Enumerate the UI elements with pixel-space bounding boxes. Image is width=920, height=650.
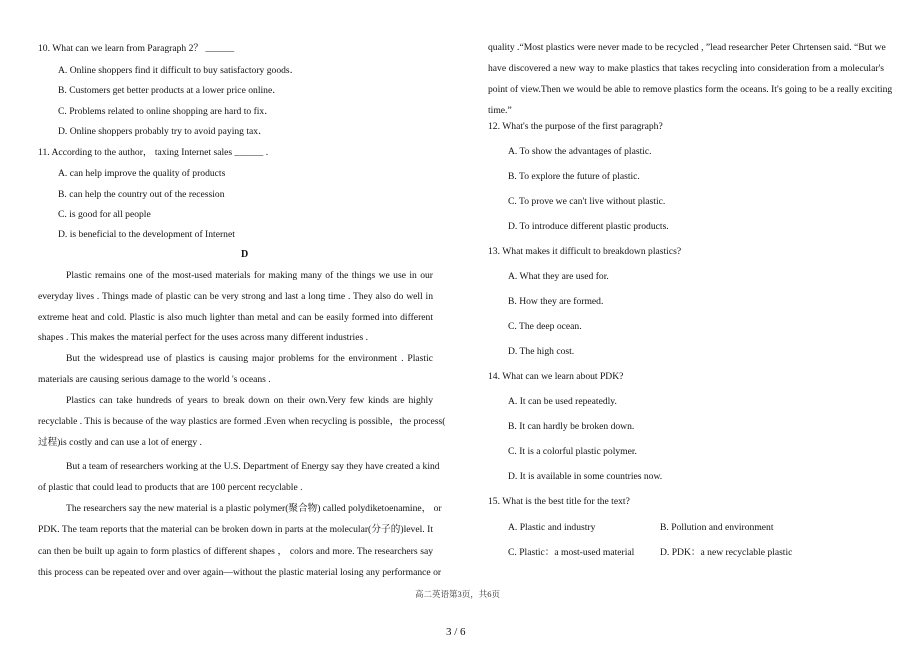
q13-option-a: A. What they are used for. (508, 271, 609, 282)
q12-option-a: A. To show the advantages of plastic. (508, 146, 652, 157)
q15-option-a: A. Plastic and industry (508, 522, 596, 533)
q11-option-b: B. can help the country out of the recession (58, 189, 225, 200)
passage-line: recyclable . This is because of the way plastics are formed .Even when recycling is possible，the process( (38, 416, 446, 427)
q14-option-d: D. It is available in some countries now. (508, 471, 663, 482)
page-footer: 高二英语第3页，共6页 (415, 589, 501, 599)
passage-line: But a team of researchers working at the U.S. Department of Energy say they have created a kind (66, 461, 440, 472)
passage-line: quality .“Most plastics were never made to be recycled , ”lead researcher Peter Chrtensen said. “But we (488, 42, 886, 53)
q12-option-d: D. To introduce different plastic products. (508, 221, 669, 232)
passage-line: can then be built up again to form plastics of different shapes ， colors and more. The researchers say (38, 546, 433, 557)
passage-line: have discovered a new way to make plastics that takes recycling into consideration from a molecular's (488, 63, 884, 74)
question-11-stem: 11. According to the author， taxing Internet sales ______ . (38, 147, 269, 158)
passage-line: this process can be repeated over and over again—without the plastic material losing any performance or (38, 567, 442, 578)
passage-line: But the widespread use of plastics is causing major problems for the environment . Plastic (66, 353, 433, 364)
question-15-stem: 15. What is the best title for the text? (488, 496, 630, 507)
q12-option-b: B. To explore the future of plastic. (508, 171, 640, 182)
passage-line: 过程)is costly and can use a lot of energy . (38, 437, 202, 448)
passage-line: PDK. The team reports that the material can be broken down in parts at the molecular(分子的)level. It (38, 524, 433, 535)
question-10-stem: 10. What can we learn from Paragraph 2？ ______ (38, 43, 235, 54)
q15-option-c: C. Plastic：a most-used material (508, 547, 635, 558)
passage-line: point of view.Then we would be able to remove plastics form the oceans. It's going to be a really exciting (488, 84, 893, 95)
question-12-stem: 12. What's the purpose of the first paragraph? (488, 121, 663, 132)
passage-line: The researchers say the new material is a plastic polymer(聚合物) called polydiketoenamine， or (66, 503, 442, 514)
q11-option-d: D. is beneficial to the development of Internet (58, 229, 235, 240)
q10-option-d: D. Online shoppers probably try to avoid paying tax． (58, 126, 268, 137)
passage-line: Plastic remains one of the most-used materials for making many of the things we use in our (66, 270, 433, 281)
passage-line: materials are causing serious damage to the world 's oceans . (38, 374, 271, 385)
passage-line: shapes . This makes the material perfect for the uses across many different industries . (38, 332, 368, 343)
passage-line: extreme heat and cold. Plastic is also much lighter than metal and can be easily formed into different (38, 312, 433, 323)
question-13-stem: 13. What makes it difficult to breakdown plastics? (488, 246, 682, 257)
q12-option-c: C. To prove we can't live without plastic. (508, 196, 666, 207)
passage-line: Plastics can take hundreds of years to break down on their own.Very few kinds are highly (66, 395, 433, 406)
q10-option-b: B. Customers get better products at a lower price online． (58, 85, 282, 96)
q13-option-c: C. The deep ocean. (508, 321, 582, 332)
q14-option-b: B. It can hardly be broken down. (508, 421, 635, 432)
viewer-page-indicator: 3 / 6 (446, 626, 466, 638)
q15-option-d: D. PDK：a new recyclable plastic (660, 547, 793, 558)
passage-line: everyday lives . Things made of plastic can be very strong and last a long time . They also do well in (38, 291, 433, 302)
q13-option-b: B. How they are formed. (508, 296, 604, 307)
q11-option-c: C. is good for all people (58, 209, 151, 220)
section-heading: D (241, 249, 249, 260)
q14-option-a: A. It can be used repeatedly. (508, 396, 617, 407)
q11-option-a: A. can help improve the quality of products (58, 168, 226, 179)
passage-line: time.” (488, 105, 512, 116)
q10-option-c: C. Problems related to online shopping are hard to fix． (58, 106, 274, 117)
q14-option-c: C. It is a colorful plastic polymer. (508, 446, 637, 457)
q15-option-b: B. Pollution and environment (660, 522, 774, 533)
q13-option-d: D. The high cost. (508, 346, 575, 357)
q10-option-a: A. Online shoppers find it difficult to buy satisfactory goods． (58, 65, 300, 76)
passage-line: of plastic that could lead to products that are 100 percent recyclable . (38, 482, 303, 493)
question-14-stem: 14. What can we learn about PDK? (488, 371, 624, 382)
